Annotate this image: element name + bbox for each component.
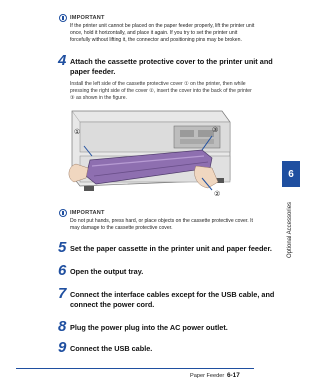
step-7-title-line-1: Connect the interface cables except for the USB cable, and	[70, 290, 275, 299]
step-8-number: 8	[58, 318, 67, 335]
callout-2: ②	[214, 191, 221, 198]
body-line: ③ as shown in the figure.	[70, 95, 127, 101]
step-5-title: Set the paper cassette in the printer unit and paper feeder.	[70, 244, 272, 253]
callout-3: ③	[212, 127, 219, 134]
step-7-number: 7	[58, 285, 67, 302]
callout-1: ①	[74, 129, 81, 136]
step-9-title: Connect the USB cable.	[70, 344, 153, 353]
step-6-title: Open the output tray.	[70, 267, 144, 276]
step-4-title-line-1: Attach the cassette protective cover to the printer unit and	[70, 57, 273, 66]
note-line: once, hold it horizontally, and place it again. If you try to set the printer unit	[70, 30, 238, 36]
chapter-tab: 6	[282, 161, 300, 187]
step-4-title-line-2: paper feeder.	[70, 67, 116, 76]
note-line: may damage to the cassette protective cover.	[70, 225, 173, 231]
step-9-number: 9	[58, 339, 67, 356]
step-7-title-line-2: connect the power cord.	[70, 300, 155, 309]
note-line: If the printer unit cannot be placed on the paper feeder properly, lift the printer unit	[70, 23, 255, 29]
cassette-cover-illustration	[62, 106, 232, 202]
important-icon	[59, 14, 67, 22]
important-label: IMPORTANT	[70, 15, 105, 21]
important-label: IMPORTANT	[70, 210, 105, 216]
step-8-title: Plug the power plug into the AC power outlet.	[70, 323, 228, 332]
important-icon	[59, 209, 67, 217]
chapter-section-label: Optional Accessories	[287, 201, 293, 258]
step-4-number: 4	[58, 52, 67, 69]
footer-rule	[16, 368, 254, 369]
step-6-number: 6	[58, 262, 67, 279]
page-number: 6-17	[227, 372, 240, 379]
body-line: pressing the right side of the cover ②, insert the cover into the back of the printer	[70, 88, 252, 94]
step-5-number: 5	[58, 239, 67, 256]
note-line: Do not put hands, press hard, or place objects on the cassette protective cover. It	[70, 218, 253, 224]
footer-title: Paper Feeder	[190, 373, 225, 379]
body-line: Install the left side of the cassette protective cover ① on the printer, then while	[70, 81, 246, 87]
note-line: forcefully without lifting it, the connector and positioning pins may be broken.	[70, 37, 242, 43]
